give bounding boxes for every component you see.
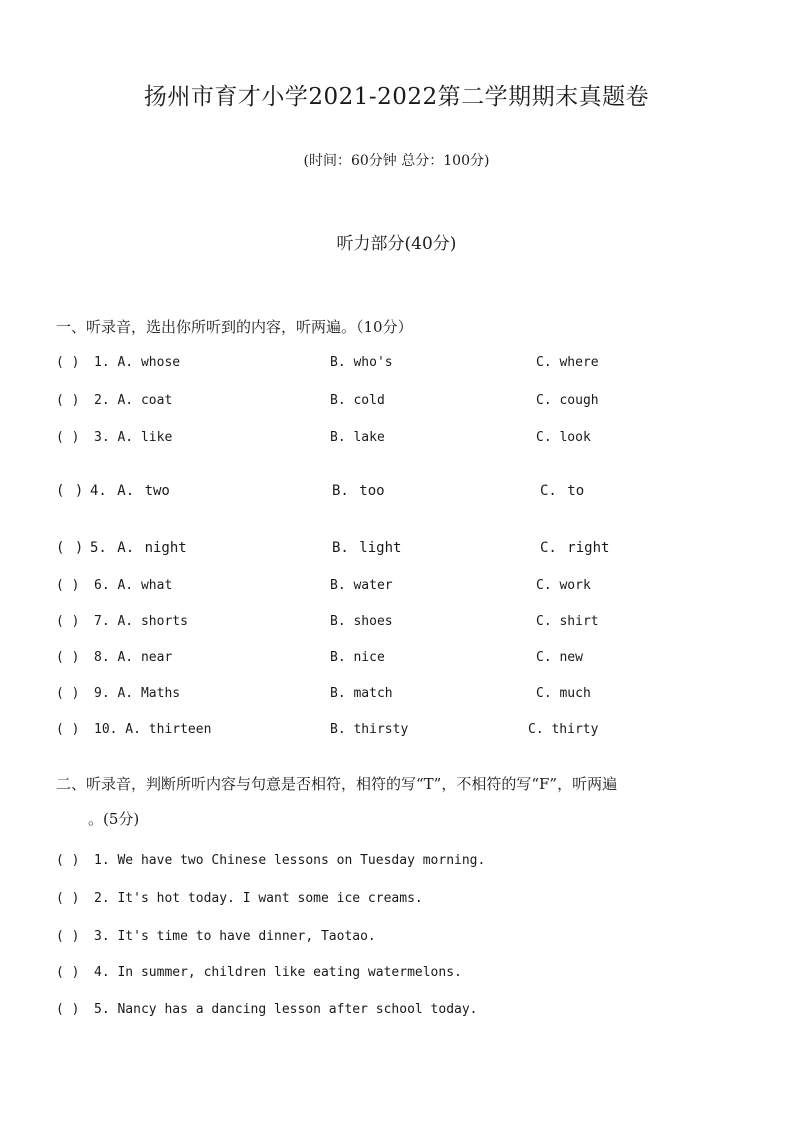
option-b: B. light xyxy=(332,540,402,556)
option-b: B. match xyxy=(330,686,393,701)
option-b: B. water xyxy=(330,578,393,593)
exam-title: 扬州市育才小学2021-2022第二学期期末真题卷 xyxy=(143,84,650,110)
option-a: 3. A. like xyxy=(94,430,173,445)
question-row-1-4 xyxy=(56,483,756,503)
question-row-1-10 xyxy=(56,722,756,742)
question-row-1-3 xyxy=(56,430,756,450)
statement-row-2-4 xyxy=(56,965,756,985)
option-a: 4. A. two xyxy=(90,483,170,499)
answer-blank[interactable]: ( ) xyxy=(56,614,80,629)
statement-text: 5. Nancy has a dancing lesson after school today. xyxy=(94,1002,478,1017)
section-1-heading-text: 一、听录音，选出你所听到的内容，听两遍。（10分） xyxy=(56,318,413,336)
option-c: C. thirty xyxy=(528,722,599,737)
statement-text: 3. It's time to have dinner, Taotao. xyxy=(94,929,376,944)
statement-row-2-5 xyxy=(56,1002,756,1022)
statement-row-2-2 xyxy=(56,891,756,911)
answer-blank[interactable]: ( ) xyxy=(56,483,84,499)
answer-blank[interactable]: ( ) xyxy=(56,540,84,556)
answer-blank[interactable]: ( ) xyxy=(56,891,80,906)
option-b: B. nice xyxy=(330,650,385,665)
section-2-heading xyxy=(56,773,617,829)
option-c: C. new xyxy=(536,650,583,665)
option-b: B. cold xyxy=(330,393,385,408)
option-b: B. lake xyxy=(330,430,385,445)
section-1-heading xyxy=(56,316,413,337)
question-row-1-9 xyxy=(56,686,756,706)
exam-time-and-score: (时间：60分钟 总分：100分) xyxy=(303,153,490,169)
option-b: B. shoes xyxy=(330,614,393,629)
option-c: C. where xyxy=(536,355,599,370)
answer-blank[interactable]: ( ) xyxy=(56,650,80,665)
statement-row-2-3 xyxy=(56,929,756,949)
answer-blank[interactable]: ( ) xyxy=(56,578,80,593)
option-a: 6. A. what xyxy=(94,578,173,593)
answer-blank[interactable]: ( ) xyxy=(56,853,80,868)
option-b: B. too xyxy=(332,483,385,499)
option-b: B. thirsty xyxy=(330,722,409,737)
statement-row-2-1 xyxy=(56,853,756,873)
option-a: 2. A. coat xyxy=(94,393,173,408)
option-c: C. much xyxy=(536,686,591,701)
answer-blank[interactable]: ( ) xyxy=(56,393,80,408)
option-c: C. shirt xyxy=(536,614,599,629)
question-row-1-5 xyxy=(56,540,756,560)
option-a: 10. A. thirteen xyxy=(94,722,212,737)
option-a: 7. A. shorts xyxy=(94,614,188,629)
option-c: C. right xyxy=(540,540,610,556)
section-2-heading-continuation: 。(5分) xyxy=(88,810,140,828)
answer-blank[interactable]: ( ) xyxy=(56,722,80,737)
option-c: C. to xyxy=(540,483,585,499)
question-row-1-2 xyxy=(56,393,756,413)
option-b: B. who's xyxy=(330,355,393,370)
question-row-1-6 xyxy=(56,578,756,598)
option-a: 9. A. Maths xyxy=(94,686,181,701)
option-a: 8. A. near xyxy=(94,650,173,665)
answer-blank[interactable]: ( ) xyxy=(56,355,80,370)
answer-blank[interactable]: ( ) xyxy=(56,965,80,980)
option-c: C. cough xyxy=(536,393,599,408)
option-c: C. look xyxy=(536,430,591,445)
option-a: 5. A. night xyxy=(90,540,187,556)
question-row-1-7 xyxy=(56,614,756,634)
option-c: C. work xyxy=(536,578,591,593)
answer-blank[interactable]: ( ) xyxy=(56,430,80,445)
section-2-heading-text: 二、听录音，判断所听内容与句意是否相符，相符的写“T”，不相符的写“F”，听两遍 xyxy=(56,775,618,793)
answer-blank[interactable]: ( ) xyxy=(56,929,80,944)
answer-blank[interactable]: ( ) xyxy=(56,1002,80,1017)
statement-text: 1. We have two Chinese lessons on Tuesday morning. xyxy=(94,853,486,868)
question-row-1-1 xyxy=(56,355,756,375)
statement-text: 2. It's hot today. I want some ice creams. xyxy=(94,891,423,906)
listening-part-heading: 听力部分(40分) xyxy=(336,234,457,254)
question-row-1-8 xyxy=(56,650,756,670)
option-a: 1. A. whose xyxy=(94,355,181,370)
statement-text: 4. In summer, children like eating watermelons. xyxy=(94,965,462,980)
answer-blank[interactable]: ( ) xyxy=(56,686,80,701)
